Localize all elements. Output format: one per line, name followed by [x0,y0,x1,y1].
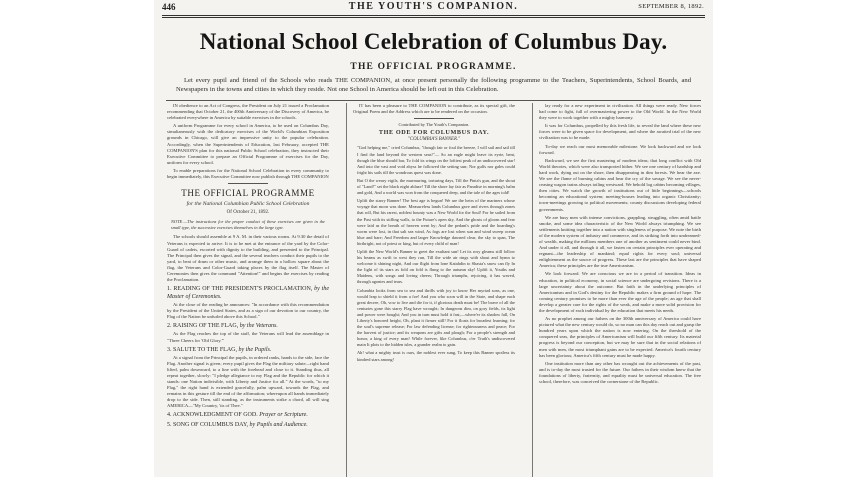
article-paragraph: It was for Columbus, propelled by this fresh life, to reveal the land where these new forces were to be given space for development, and where the awaited trial of the new civilization was to be made. [539,123,701,141]
poem-verse: Ah! what a mighty trust is ours, the noblest ever sung, To keep this Banner spotless its kindred stars among! [357,350,515,362]
poem-title: THE ODE FOR COLUMBUS DAY. [378,129,490,137]
item-label: 5. SONG OF COLUMBUS DAY, [167,422,249,429]
article-paragraph: We look forward. We are conscious we are in a period of transition. Ideas in education, in political economy, in social science are undergoing revisions. There is a large uncertainty about the outcome. But faith in the underlying principles of Americanism and in God's destiny for the Republic makes a firm ground of hope. The coming century promises to be more than ever the age of the people; an age that shall develop a greater care for the rights of the weak, and make a more solid provision for the development of each individual by the education that meets his needs. [539,271,701,313]
item-label: 2. RAISING OF THE FLAG, [167,323,239,330]
article-paragraph: One institution more than any other has wrought out the achievements of the past, and is to-day the most trusted for the future. Our fathers in their wisdom knew that the foundations of liberty, fraternity, and equality must be universal education. The free school, therefore, was conceived the cornerstone of the Republic. [539,360,701,385]
poem-credit: Contributed by The Youth's Companion. [398,122,470,128]
poem-verse: "God helping me," cried Columbus, "though fair or foul the breeze, I will sail and sail till I find the land beyond the western seas!"— So an eagle might leave its eyrie, bent, though the blue should bar, To fold its wings on the loftiest peak of an undiscovered star! And into the vast and void abyss he followed the setting sun; Nor gulfs nor gales could fright his sails till the wondrous quest was done. [357,145,515,175]
article-paragraph: A uniform Programme for every school in America, to be used on Columbus Day, simultaneously with the dedicatory exercises of the World's Columbian Exposition grounds in Chicago, will give an impressive unity to the popular celebration. Accordingly, when the Superintendents of Education, last February, accepted THE COMPANION'S plan for this national Public School celebration, they instructed their Executive Committee to prepare an Official Programme of exercises for the Day, uniform for every school. [167,123,329,165]
programme-subtitle: for the National Columbian Public School Celebration [186,201,310,208]
page-number: 446 [162,2,176,12]
poem-verse: Uplift the New World's Banner to greet the exultant sun! Let its rosy gleams still follow his beams as swift to west they run, Till the wide air rings with shout and hymn to welcome it shining night, And our flight from lone Katahdin to Shasta's snow can fly In the light of its stars as fold on fold is flung to the autumn sky! Uplift it, Youths and Maidens, with songs and loving cheers; Through triumphs, rejoicing, it has waved, through agonies and tears. [357,248,515,285]
programme-item [167,322,329,330]
issue-date: SEPTEMBER 8, 1892. [638,3,704,10]
divider [414,118,454,119]
programme-item [167,346,329,354]
item-performer: by the Pupils. [238,346,272,353]
item-instructions: At the close of the reading he announces: "In accordance with this recommendation by the President of the United States, and as a sign of our devotion to our country, the Flag of the Nation be unfurled above this School." [167,302,329,320]
publication-title: THE YOUTH'S COMPANION. [348,1,519,12]
poem-verse: But O the weary vigils, the murmuring, torturing days, Till the Pinta's gun, and the shout of "Land!" set the black night ablaze! Till the shore lay fair as Paradise in morning's balm and gold, And a world was won from the conquered deep, and the tale of the ages told! [357,177,515,196]
item-label: 4. ACKNOWLEDGMENT OF GOD. [167,412,258,419]
item-performer: by Pupils and Audience. [249,422,308,429]
programme-item [167,411,329,419]
column-left [167,103,329,477]
page-headline: National School Celebration of Columbus Day. [199,29,668,54]
column-divider [532,103,533,477]
article-paragraph: lay ready for a new experiment in civilization. All things were ready. New forces had come to fight, full of overmastering power to the Old World. In the New World they were to work together with a mighty harmony. [539,103,701,121]
poem-verse: Uplift the starry Banner! The best age is begun! We are the heirs of the mariners whose voyage that morn was done. Measureless lands Columbus gave and rivers through zones that roll, But his rarest, noblest bounty was a New World for the Soul! For he sailed from the Past with its stifling walls, to the Future's open sky, And the ghosts of gloom and fear were laid as the breath of heaven went by; And the pedant's pride and the hoarding's worm were lost, in that salt sea wind, As fogs are lost when sun and wind sweep ocean blue and bare; And Freedom and larger Knowledge dawned clear, the sky to span, The birthright, not of priest or king, but of every child of man! [357,198,515,246]
poem-verse: Columbia looks from sea to sea and thrills with joy to know Her myriad sons, as one, would leap to shield it from a foe! And you who soon will in the State, and shape each great decree, Oh, vow to live and die for it, if glorious death must be! The brave of all the centuries gone this starry Flag have wrought; In dungeons dim, on gory fields, its light and power were bought; And you in turn must hold it fast,—where'er its shadow fall, On Liberty's honored height, Oh, plant it firmer still! For it floats for broadest learning; for the soul's supreme release; For law defending license; for righteousness and peace; For the harvest of justice; and its weapons are gifts and plough; For a people's strength and honor, a king of every man! While forever, like Columbus, o'er Truth's undiscovered main It plots to the hidden isles, a grander realm to gain. [357,287,515,348]
article-paragraph: We are busy men with intense convictions, grappling, struggling, often amid battle smoke, and some idea characteristic of the New World always triumphing. We see settlements knitting together into a nation with singleness of purpose. We note the birth of the modern system of industry and commerce, and its striking forth into undreamed-of wealth, making the millions members one of another as sentiment could never bind. And under it all, and through it all, we fasten on certain principles ever operating and regnant—the leadership of mankind; equal rights for every soul; universal enlightenment as the source of progress. These last are the principles that have shaped America; these principles are the true Americanism. [539,214,701,269]
programme-note: NOTE.—The instructions for the proper conduct of these exercises are given in the small type, the successive exercises themselves in the large type. [171,219,325,231]
programme-item [167,285,329,301]
article-paragraph: As no prophet among our fathers on the 300th anniversary of America could have pictured what the new century would do, so no man can this day reach out and grasp the hundred years upon which the nation is now entering. On the threshold of the conquered seas, the principles of Americanism will build our fifth century. Its material progress is beyond our conception, but we may be sure that in the social relations of men with men, the most triumphant gains are to be expected. America's fourth century has been glorious; America's fifth century must be made happy. [539,316,701,358]
column-center [353,103,515,477]
poem-subtitle: "COLUMBIA'S BANNER." [407,137,461,143]
article-paragraph: To-day we reach our most memorable milestone. We look backward and we look forward. [539,143,701,155]
article-paragraph: IT has been a pleasure to THE COMPANION to contribute, as its special gift, the Original Poem and the Address which are to be rendered on the occasion. [353,103,515,115]
intro-paragraph: Let every pupil and friend of the Schools who reads THE COMPANION, at once present personally the following programme to the Teachers, Superintendents, School Boards, and Newspapers in the towns and cities in which they reside. Not one School in America should be left out in this Celebration. [176,77,691,93]
item-performer: by the Veterans. [239,323,278,330]
item-label: 3. SALUTE TO THE FLAG, [167,346,238,353]
item-instructions: As the Flag reaches the top of the staff, the Veterans will lead the assemblage in "Three Cheers for 'Old Glory.'" [167,331,329,343]
item-performer: Prayer or Scripture. [259,412,308,419]
newspaper-page [154,0,713,477]
article-paragraph: Backward, we see the first mastering of modern ideas; that long conflict with Old World theories, which were also transported hither. We see one century of hardship and hard work, dying out on the shore, then disappearing in dim forests. We hear the axe. We see the flame of burning cabins and hear the cry of the savage. We see the never-ceasing wagon trains always toiling westward. We behold log cabins becoming villages, then cities. We watch the growth of institutions out of little beginnings—schools becoming an educational system; meeting-houses leading into organic Christianity; town-meetings growing to political movements; county discussions developing federal governments. [539,157,701,212]
article-paragraph: To enable preparations for the National School Celebration in every community to begin immediately, this Executive Committee now publish through THE COMPANION [167,167,329,180]
item-performer: by the Master of Ceremonies. [167,286,329,301]
masthead [154,0,713,14]
programme-title: THE OFFICIAL PROGRAMME [181,188,315,199]
page-subhead: THE OFFICIAL PROGRAMME. [350,62,517,72]
item-label: 1. READING OF THE PRESIDENT'S PROCLAMATION, [167,286,313,293]
programme-date: Of October 21, 1892. [226,210,270,216]
masthead-rule [162,15,705,16]
column-right [539,103,701,477]
masthead-rule-double [162,17,705,18]
column-divider [346,103,347,477]
section-rule [166,100,701,101]
divider [228,183,268,184]
programme-item [167,421,329,429]
article-paragraph: IN obedience to an Act of Congress, the President on July 21 issued a Proclamation recommending that October 21, the 400th Anniversary of the Discovery of America, be celebrated everywhere in America by suitable exercises in the schools. [167,103,329,121]
assembly-instructions: The schools should assemble at 9 A. M. in their various rooms. At 9.30 the detail of Veterans is expected to arrive. It is to be met at the entrance of the yard by the Color-Guard of cadets, escorted with dignity to the building, and presented to the Principal. The Principal then gives the signal, and the several teachers conduct their pupils to the yard, to beat of drum or other music, and arrange them in a hollow square about the flag, the Veterans and Color-Guard taking places by the flag itself. The Master of Ceremonies then gives the command "Attention!" and begins the exercises by reading the Proclamation. [167,234,329,283]
item-instructions: At a signal from the Principal the pupils, in ordered ranks, hands to the side, face the Flag. Another signal is given; every pupil gives the Flag the military salute—right hand lifted, palm downward, to a line with the forehead and close to it. Standing thus, all repeat together, slowly: "I pledge allegiance to my Flag and the Republic for which it stands: one Nation indivisible, with Liberty and Justice for all." At the words, "to my Flag," the right hand is extended gracefully, palm upward, towards the Flag, and remains in this gesture till the end of the affirmation; whereupon all hands immediately drop to the side. Then, still standing, as the instruments strike a chord, all will sing AMERICA—"My Country, 'tis of Thee." [167,354,329,409]
